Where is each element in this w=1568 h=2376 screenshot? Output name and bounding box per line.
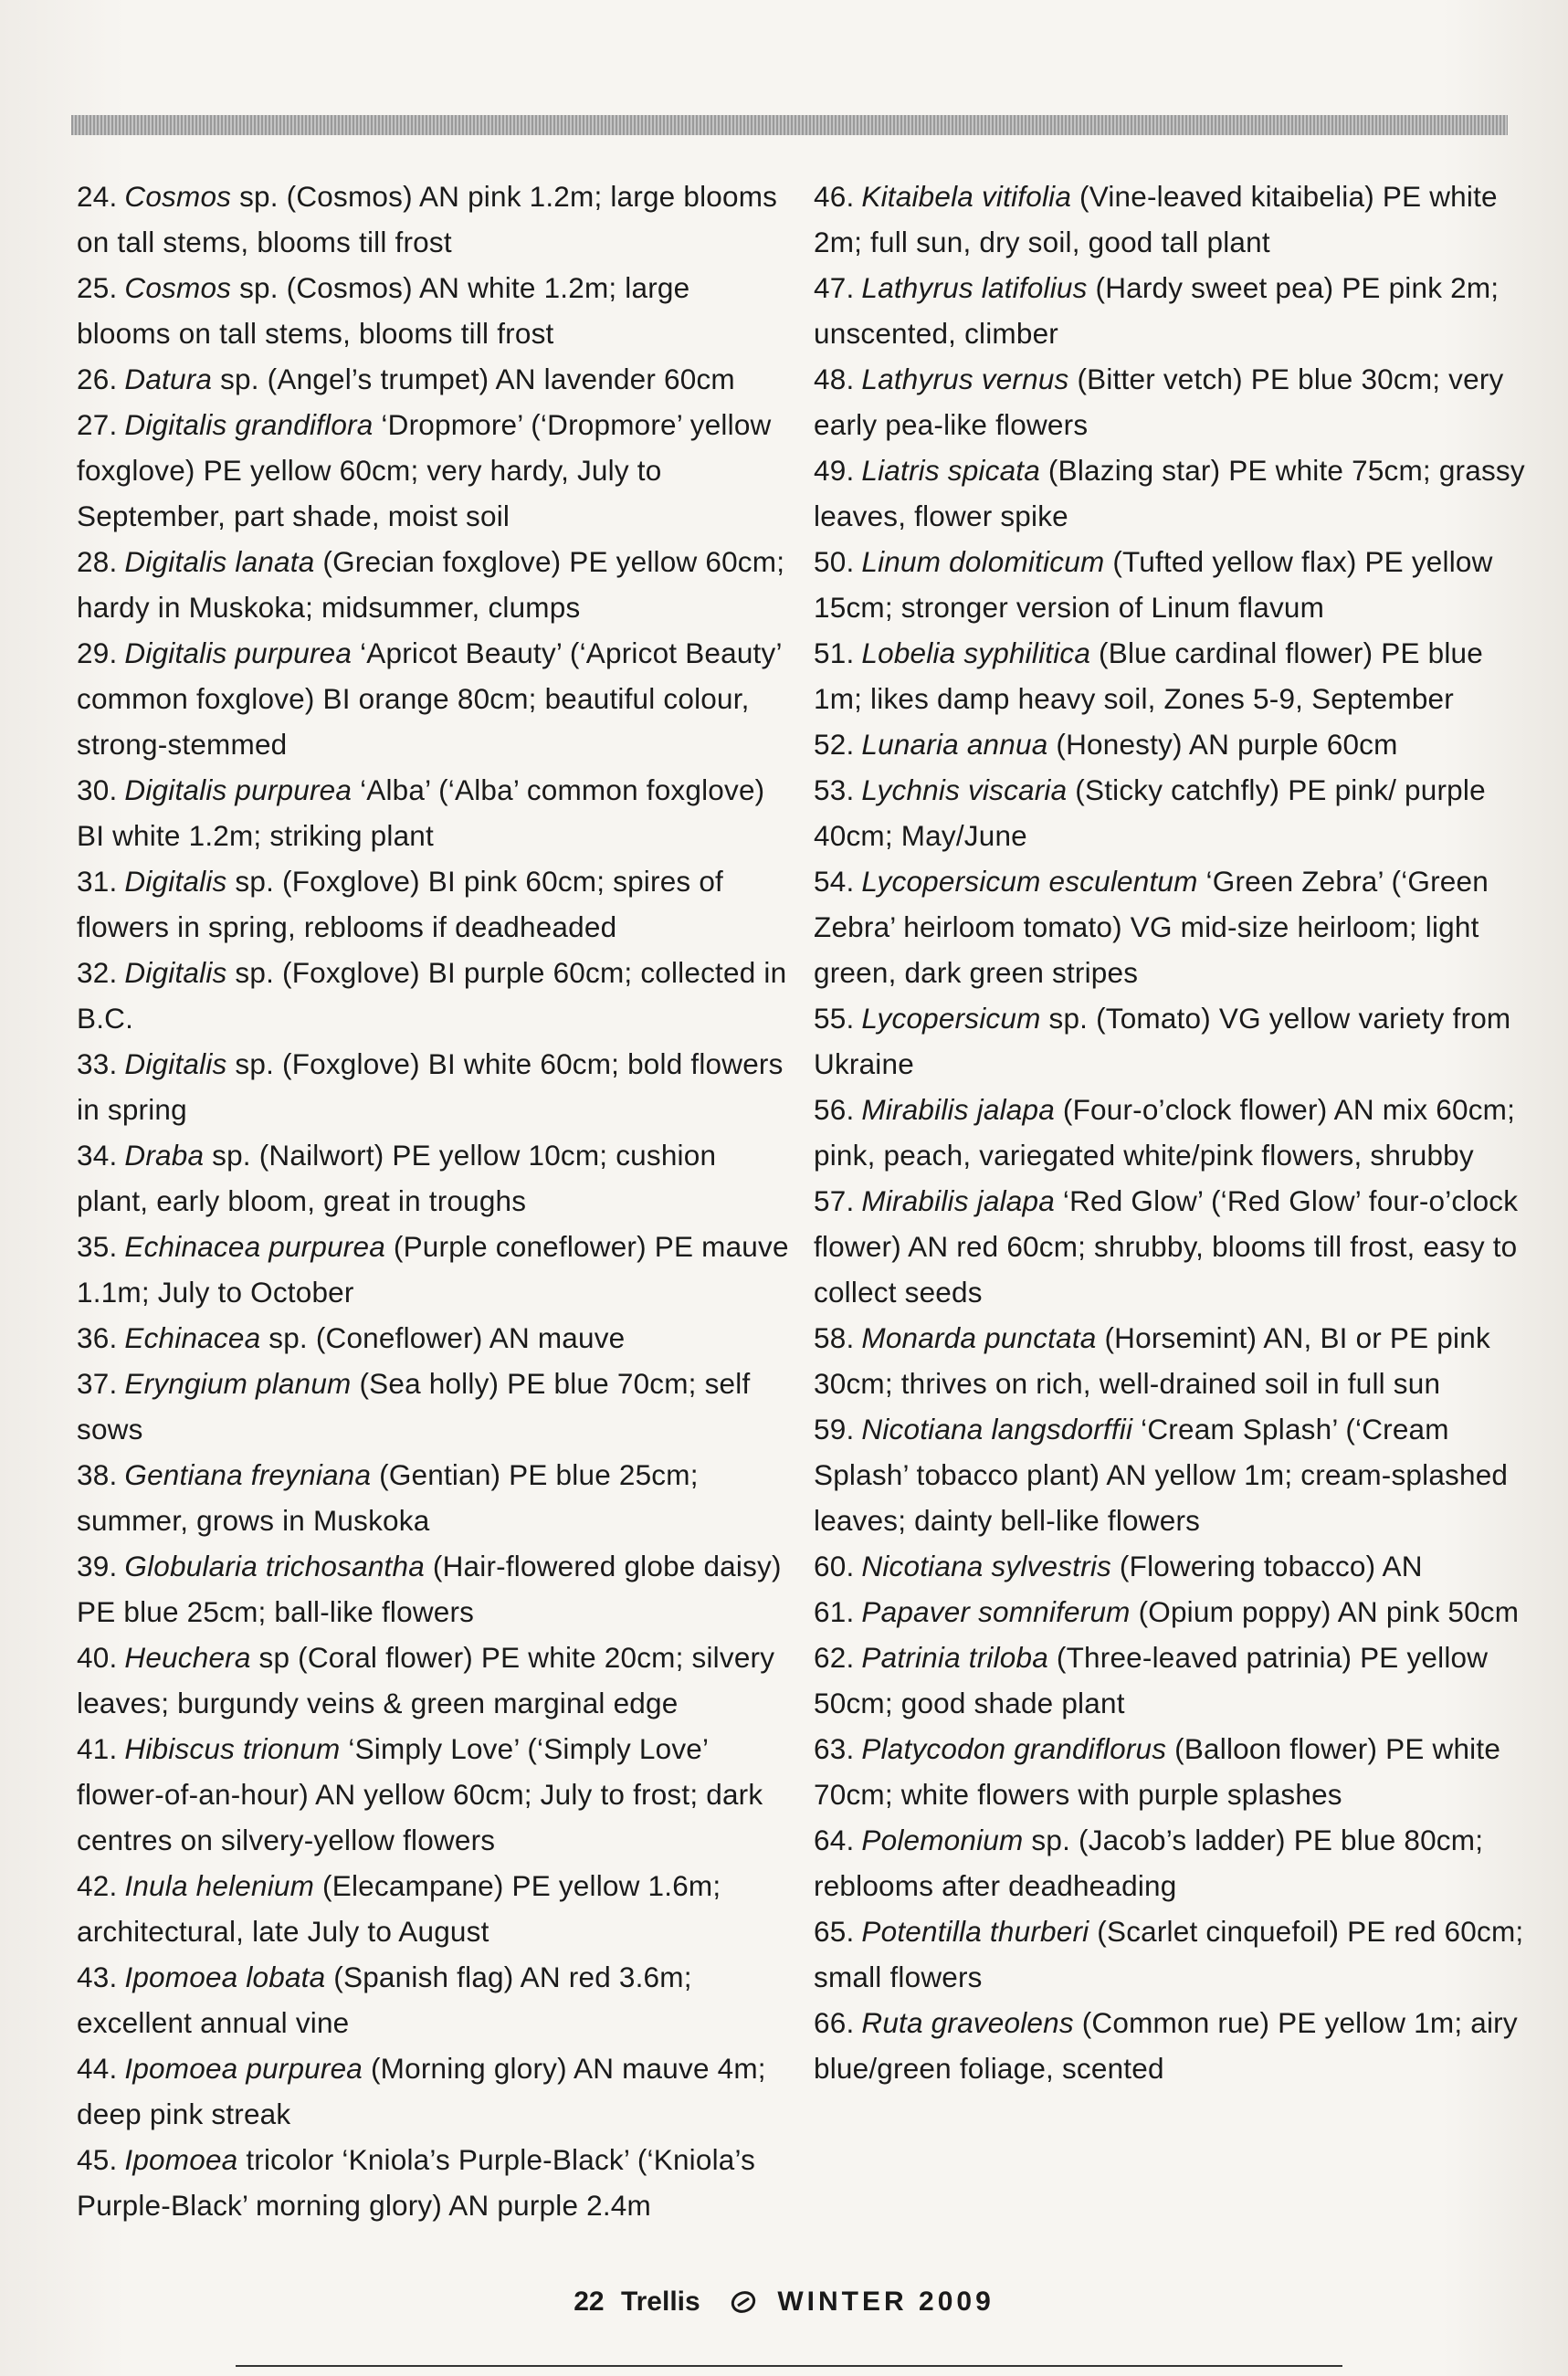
entry-description: (Opium poppy) AN pink 50cm (1130, 1595, 1520, 1628)
plant-entry (77, 1315, 789, 1361)
entry-number: 62. (814, 1641, 855, 1674)
entry-number: 49. (814, 454, 855, 487)
plant-entry (814, 2000, 1526, 2091)
entry-number: 36. (77, 1321, 118, 1354)
plant-entry (77, 950, 789, 1041)
entry-description: ‘Green Zebra’ (‘Green Zebra’ heirloom tomato) VG mid-size heirloom; light green, dark green stripes (814, 865, 1489, 989)
botanical-name: Gentiana freyniana (124, 1458, 372, 1491)
botanical-name: Datura (124, 363, 213, 395)
entry-description: sp. (Cosmos) AN white 1.2m; large blooms on tall stems, blooms till frost (77, 271, 690, 350)
entry-description: (Grecian foxglove) PE yellow 60cm; hardy in Muskoka; midsummer, clumps (77, 545, 785, 624)
botanical-name: Nicotiana langsdorffii (861, 1413, 1133, 1446)
entry-number: 63. (814, 1732, 855, 1765)
entry-number: 48. (814, 363, 855, 395)
entry-description: (Elecampane) PE yellow 1.6m; architectural, late July to August (77, 1869, 721, 1948)
entry-description: (Common rue) PE yellow 1m; airy blue/green foliage, scented (814, 2006, 1518, 2085)
entry-number: 35. (77, 1230, 118, 1263)
entry-number: 58. (814, 1321, 855, 1354)
entry-description: ‘Alba’ (‘Alba’ common foxglove) BI white 1.2m; striking plant (77, 773, 765, 852)
botanical-name: Lobelia syphilitica (861, 636, 1091, 669)
plant-entry (814, 356, 1526, 447)
entry-number: 43. (77, 1961, 118, 1993)
plant-entry (814, 1589, 1526, 1635)
entry-number: 44. (77, 2052, 118, 2085)
plant-entry (77, 539, 789, 630)
entry-description: (Spanish flag) AN red 3.6m; excellent annual vine (77, 1961, 692, 2039)
entry-number: 59. (814, 1413, 855, 1446)
entry-description: (Balloon flower) PE white 70cm; white flowers with purple splashes (814, 1732, 1501, 1811)
entry-number: 29. (77, 636, 118, 669)
left-column (77, 173, 789, 2228)
entry-description: (Honesty) AN purple 60cm (1047, 728, 1398, 761)
entry-number: 52. (814, 728, 855, 761)
botanical-name: Globularia trichosantha (124, 1550, 425, 1582)
entry-description: (Flowering tobacco) AN (1110, 1550, 1423, 1582)
entry-description: ‘Cream Splash’ (‘Cream Splash’ tobacco plant) AN yellow 1m; cream-splashed leaves; dainty bell-like flowers (814, 1413, 1509, 1537)
botanical-name: Ipomoea purpurea (124, 2052, 363, 2085)
entry-description: sp. (Jacob’s ladder) PE blue 80cm; reblooms after deadheading (814, 1824, 1484, 1902)
botanical-name: Monarda punctata (861, 1321, 1097, 1354)
trellis-logo-icon (730, 2290, 757, 2314)
entry-description: (Blue cardinal flower) PE blue 1m; likes damp heavy soil, Zones 5-9, September (814, 636, 1483, 715)
plant-entry (814, 1315, 1526, 1406)
plant-entry (77, 173, 789, 265)
botanical-name: Lunaria annua (861, 728, 1048, 761)
entry-number: 26. (77, 363, 118, 395)
botanical-name: Eryngium planum (124, 1367, 352, 1400)
botanical-name: Kitaibela vitifolia (861, 180, 1072, 213)
plant-entry (77, 402, 789, 539)
plant-entry (814, 721, 1526, 767)
plant-entry (814, 539, 1526, 630)
entry-description: sp. (Foxglove) BI purple 60cm; collected in B.C. (77, 956, 787, 1035)
entry-description: (Hardy sweet pea) PE pink 2m; unscented, climber (814, 271, 1500, 350)
plant-entry (77, 2137, 789, 2228)
plant-entry (77, 1041, 789, 1132)
entry-description: sp. (Tomato) VG yellow variety from Ukraine (814, 1002, 1511, 1080)
entry-description: sp. (Cosmos) AN pink 1.2m; large blooms on tall stems, blooms till frost (77, 180, 778, 258)
entry-description: (Scarlet cinquefoil) PE red 60cm; small flowers (814, 1915, 1524, 1993)
botanical-name: Heuchera (124, 1641, 251, 1674)
botanical-name: Digitalis grandiflora (124, 408, 374, 441)
entry-description: (Bitter vetch) PE blue 30cm; very early pea-like flowers (814, 363, 1504, 441)
plant-entry (77, 1132, 789, 1224)
botanical-name: Potentilla thurberi (861, 1915, 1089, 1948)
top-header-rule (71, 115, 1508, 135)
entry-description: ‘Red Glow’ (‘Red Glow’ four-o’clock flower) AN red 60cm; shrubby, blooms till frost, easy to collect seeds (814, 1184, 1519, 1309)
botanical-name: Cosmos (124, 271, 232, 304)
entry-number: 31. (77, 865, 118, 898)
entry-number: 54. (814, 865, 855, 898)
plant-entry (814, 995, 1526, 1087)
plant-entry (814, 265, 1526, 356)
plant-entry (77, 630, 789, 767)
entry-description: sp. (Nailwort) PE yellow 10cm; cushion plant, early bloom, great in troughs (77, 1139, 717, 1217)
entry-description: (Vine-leaved kitaibelia) PE white 2m; full sun, dry soil, good tall plant (814, 180, 1498, 258)
botanical-name: Inula helenium (124, 1869, 315, 1902)
page-footer (0, 2283, 1568, 2320)
entry-number: 37. (77, 1367, 118, 1400)
entry-description: (Four-o’clock flower) AN mix 60cm; pink, peach, variegated white/pink flowers, shrubby (814, 1093, 1516, 1172)
entry-number: 47. (814, 271, 855, 304)
entry-number: 25. (77, 271, 118, 304)
entry-description: tricolor ‘Kniola’s Purple-Black’ (‘Kniola’s Purple-Black’ morning glory) AN purple 2.4m (77, 2143, 756, 2222)
plant-entry (814, 767, 1526, 858)
plant-entry (77, 1635, 789, 1726)
plant-entry (814, 1087, 1526, 1178)
entry-number: 57. (814, 1184, 855, 1217)
botanical-name: Hibiscus trionum (124, 1732, 341, 1765)
entry-description: sp (Coral flower) PE white 20cm; silvery leaves; burgundy veins & green marginal edge (77, 1641, 775, 1719)
entry-number: 64. (814, 1824, 855, 1856)
entry-number: 51. (814, 636, 855, 669)
botanical-name: Echinacea (124, 1321, 261, 1354)
issue-date: WINTER 2009 (777, 2287, 994, 2318)
plant-entry (77, 265, 789, 356)
botanical-name: Linum dolomiticum (861, 545, 1105, 578)
entry-number: 46. (814, 180, 855, 213)
botanical-name: Mirabilis jalapa (861, 1184, 1055, 1217)
plant-entry (814, 1817, 1526, 1908)
entry-description: (Gentian) PE blue 25cm; summer, grows in Muskoka (77, 1458, 699, 1537)
entry-number: 38. (77, 1458, 118, 1491)
botanical-name: Liatris spicata (861, 454, 1040, 487)
plant-entry (77, 767, 789, 858)
botanical-name: Lycopersicum esculentum (861, 865, 1198, 898)
plant-entry (814, 1908, 1526, 2000)
entry-description: (Three-leaved patrinia) PE yellow 50cm; good shade plant (814, 1641, 1489, 1719)
plant-entry (77, 1452, 789, 1543)
botanical-name: Digitalis (124, 1047, 227, 1080)
plant-entry (77, 1224, 789, 1315)
plant-entry (77, 1361, 789, 1452)
botanical-name: Lychnis viscaria (861, 773, 1068, 806)
botanical-name: Polemonium (861, 1824, 1024, 1856)
botanical-name: Digitalis (124, 865, 227, 898)
plant-entry (77, 2045, 789, 2137)
botanical-name: Lycopersicum (861, 1002, 1041, 1035)
plant-entry (77, 1543, 789, 1635)
entry-number: 30. (77, 773, 118, 806)
entry-number: 42. (77, 1869, 118, 1902)
plant-entry (77, 1954, 789, 2045)
botanical-name: Lathyrus vernus (861, 363, 1069, 395)
botanical-name: Platycodon grandiflorus (861, 1732, 1167, 1765)
plant-entry (814, 447, 1526, 539)
page-number: 22 (574, 2287, 605, 2318)
botanical-name: Ruta graveolens (861, 2006, 1074, 2039)
entry-description: sp. (Coneflower) AN mauve (260, 1321, 626, 1354)
botanical-name: Lathyrus latifolius (861, 271, 1088, 304)
entry-number: 53. (814, 773, 855, 806)
botanical-name: Ipomoea lobata (124, 1961, 326, 1993)
plant-entry (77, 1726, 789, 1863)
entry-number: 65. (814, 1915, 855, 1948)
entry-number: 61. (814, 1595, 855, 1628)
entry-description: sp. (Foxglove) BI pink 60cm; spires of flowers in spring, reblooms if deadheaded (77, 865, 723, 943)
botanical-name: Digitalis purpurea (124, 636, 353, 669)
entry-description: (Hair-flowered globe daisy) PE blue 25cm; ball-like flowers (77, 1550, 782, 1628)
entry-description: (Morning glory) AN mauve 4m; deep pink streak (77, 2052, 766, 2130)
entry-description: (Horsemint) AN, BI or PE pink 30cm; thrives on rich, well-drained soil in full sun (814, 1321, 1490, 1400)
plant-entry (814, 1726, 1526, 1817)
botanical-name: Echinacea purpurea (124, 1230, 385, 1263)
botanical-name: Digitalis (124, 956, 227, 989)
plant-entry (814, 1635, 1526, 1726)
entry-number: 41. (77, 1732, 118, 1765)
plant-entry (814, 1543, 1526, 1589)
entry-number: 28. (77, 545, 118, 578)
plant-entry (814, 858, 1526, 995)
botanical-name: Mirabilis jalapa (861, 1093, 1055, 1126)
entry-description: sp. (Angel’s trumpet) AN lavender 60cm (212, 363, 735, 395)
entry-description: ‘Apricot Beauty’ (‘Apricot Beauty’ common foxglove) BI orange 80cm; beautiful colour, strong-stemmed (77, 636, 782, 761)
entry-number: 66. (814, 2006, 855, 2039)
entry-number: 55. (814, 1002, 855, 1035)
entry-number: 24. (77, 180, 118, 213)
entry-number: 39. (77, 1550, 118, 1582)
plant-entry (77, 356, 789, 402)
plant-entry (814, 630, 1526, 721)
entry-description: sp. (Foxglove) BI white 60cm; bold flowers in spring (77, 1047, 784, 1126)
plant-entry (77, 858, 789, 950)
botanical-name: Digitalis purpurea (124, 773, 353, 806)
entry-description: ‘Simply Love’ (‘Simply Love’ flower-of-an-hour) AN yellow 60cm; July to frost; dark centres on silvery-yellow flowers (77, 1732, 763, 1856)
botanical-name: Nicotiana sylvestris (861, 1550, 1111, 1582)
entry-description: ‘Dropmore’ (‘Dropmore’ yellow foxglove) PE yellow 60cm; very hardy, July to September, part shade, moist soil (77, 408, 772, 532)
entry-description: (Purple coneflower) PE mauve 1.1m; July to October (77, 1230, 789, 1309)
entry-number: 60. (814, 1550, 855, 1582)
entry-description: (Sticky catchfly) PE pink/ purple 40cm; May/June (814, 773, 1486, 852)
plant-entry (814, 173, 1526, 265)
right-column (814, 173, 1526, 2091)
magazine-name: Trellis (620, 2287, 700, 2318)
botanical-name: Draba (124, 1139, 205, 1172)
entry-description: (Tufted yellow flax) PE yellow 15cm; stronger version of Linum flavum (814, 545, 1493, 624)
entry-number: 32. (77, 956, 118, 989)
entry-description: (Blazing star) PE white 75cm; grassy leaves, flower spike (814, 454, 1525, 532)
entry-number: 56. (814, 1093, 855, 1126)
footer-thin-rule (236, 2365, 1342, 2367)
botanical-name: Patrinia triloba (861, 1641, 1048, 1674)
plant-entry (814, 1406, 1526, 1543)
entry-number: 40. (77, 1641, 118, 1674)
botanical-name: Papaver somniferum (861, 1595, 1131, 1628)
entry-number: 27. (77, 408, 118, 441)
botanical-name: Ipomoea (124, 2143, 238, 2176)
botanical-name: Cosmos (124, 180, 232, 213)
entry-number: 33. (77, 1047, 118, 1080)
entry-number: 50. (814, 545, 855, 578)
entry-number: 34. (77, 1139, 118, 1172)
entry-number: 45. (77, 2143, 118, 2176)
botanical-name: Digitalis lanata (124, 545, 315, 578)
plant-entry (77, 1863, 789, 1954)
plant-entry (814, 1178, 1526, 1315)
entry-description: (Sea holly) PE blue 70cm; self sows (77, 1367, 751, 1446)
